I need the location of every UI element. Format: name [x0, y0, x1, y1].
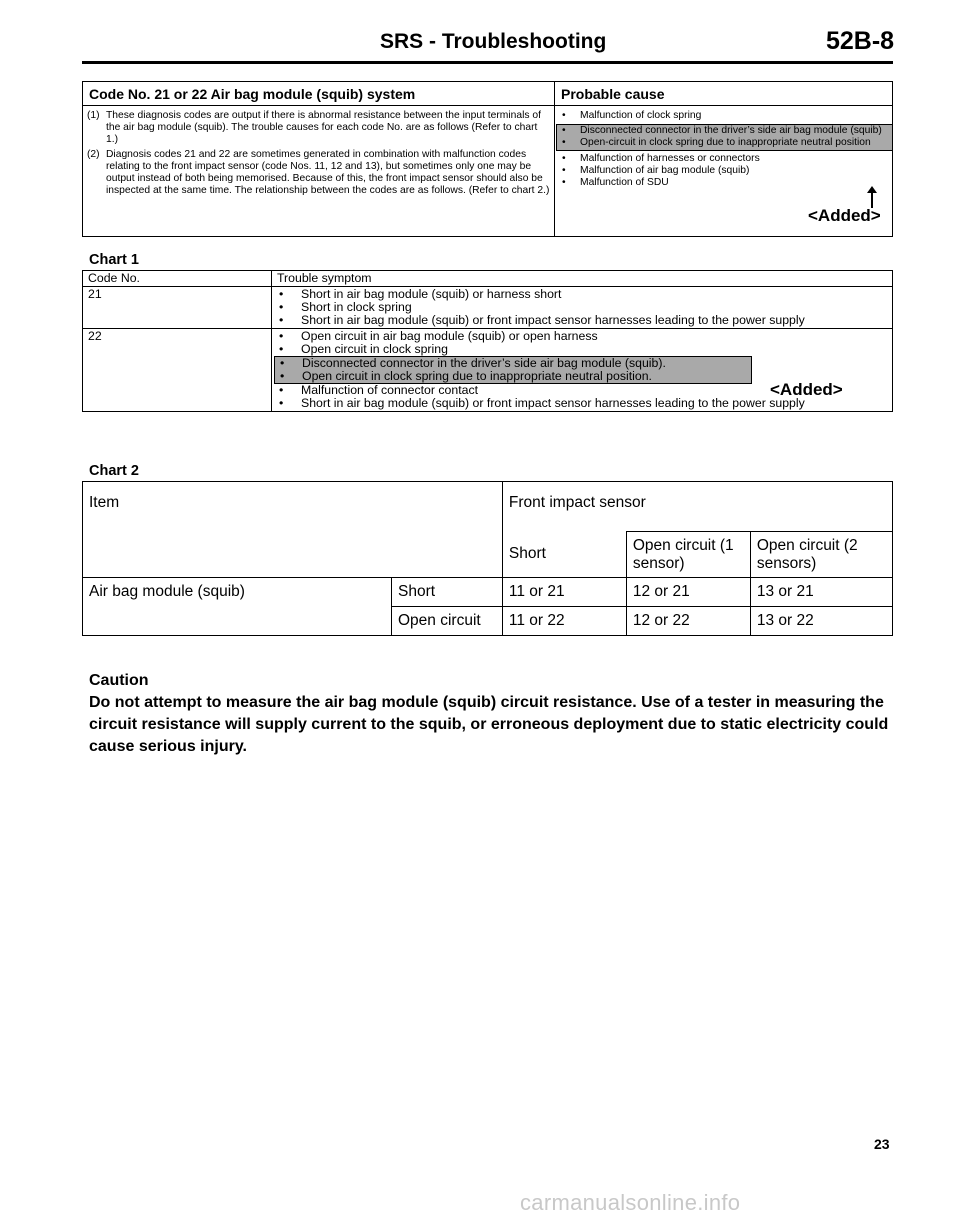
highlight-block [274, 356, 752, 384]
chart2-row-label: Air bag module (squib) [83, 578, 392, 636]
chart2-group-header: Front impact sensor [502, 482, 892, 532]
chart2-cell: 11 or 22 [502, 607, 626, 636]
section-code: 52B-8 [826, 27, 895, 55]
list-item: • Short in clock spring [279, 300, 412, 314]
header-rule [82, 61, 893, 64]
added-label: <Added> [770, 380, 843, 399]
cause-item: • Malfunction of SDU [562, 177, 669, 189]
chart2-subheader: Short [502, 532, 626, 578]
cause-item: • Malfunction of clock spring [562, 110, 702, 121]
code-table [82, 81, 893, 237]
page-title: SRS - Troubleshooting [380, 30, 607, 53]
list-item: • Short in air bag module (squib) or front impact sensor harnesses leading to the power supply [279, 313, 805, 327]
chart1-header-code: Code No. [83, 271, 272, 287]
chart1-symptoms [272, 287, 893, 329]
chart1-title: Chart 1 [89, 252, 139, 268]
chart1-header-symptom: Trouble symptom [272, 271, 893, 287]
description-item: (1) These diagnosis codes are output if there is abnormal resistance between the input terminals of the air bag module (squib). The trouble causes for each code No. are as follows (Refer to chart 1.) [87, 110, 542, 146]
cause-item: • Disconnected connector in the driver’s side air bag module (squib) [562, 125, 882, 137]
chart1-code: 22 [83, 329, 272, 412]
list-item: • Short in air bag module (squib) or harness short [279, 287, 562, 301]
list-item: • Disconnected connector in the driver’s side air bag module (squib). [280, 356, 666, 370]
chart2-condition: Short [392, 578, 503, 607]
chart2-cell: 12 or 21 [626, 578, 750, 607]
chart2-cell: 12 or 22 [626, 607, 750, 636]
chart2-cell: 13 or 22 [750, 607, 892, 636]
description-cell [83, 106, 555, 237]
watermark: carmanualsonline.info [520, 1190, 741, 1215]
chart2-table [82, 481, 893, 636]
list-item: • Open circuit in clock spring [279, 342, 448, 356]
page-number: 23 [874, 1136, 890, 1152]
cause-item: • Malfunction of harnesses or connectors [562, 152, 760, 164]
caution-block [89, 670, 889, 758]
chart2-condition: Open circuit [392, 607, 503, 636]
chart1-code: 21 [83, 287, 272, 329]
highlight-block [556, 124, 893, 150]
cause-header: Probable cause [555, 82, 893, 106]
cause-item: • Open-circuit in clock spring due to inappropriate neutral position [562, 137, 871, 149]
caution-title: Caution [89, 672, 149, 689]
added-label: <Added> [808, 206, 881, 225]
caution-text: Do not attempt to measure the air bag module (squib) circuit resistance. Use of a tester in measuring the circuit resistance will supply current to the squib, or erroneous deployment due to static electricity could cause serious injury. [89, 694, 889, 755]
list-item: • Open circuit in clock spring due to inappropriate neutral position. [280, 369, 652, 383]
chart2-cell: 13 or 21 [750, 578, 892, 607]
code-header: Code No. 21 or 22 Air bag module (squib) system [83, 82, 555, 106]
chart2-cell: 11 or 21 [502, 578, 626, 607]
description-item: (2) Diagnosis codes 21 and 22 are sometimes generated in combination with malfunction codes relating to the front impact sensor (code Nos. 11, 12 and 13), but sometimes only one may be output instead of both being memorised. Because of this, the front impact sensor should also be inspected at the same time. The relationship between the codes are as follows. (Refer to chart 2.) [87, 148, 550, 197]
chart2-subheader: Open circuit (2 sensors) [750, 532, 892, 578]
list-item: • Open circuit in air bag module (squib) or open harness [279, 329, 598, 343]
list-item: • Short in air bag module (squib) or front impact sensor harnesses leading to the power supply [279, 396, 805, 410]
chart2-title: Chart 2 [89, 463, 139, 479]
arrow-up-icon [866, 186, 878, 208]
list-item: • Malfunction of connector contact [279, 383, 479, 397]
chart2-item-header: Item [83, 482, 503, 578]
cause-item: • Malfunction of air bag module (squib) [562, 164, 750, 176]
chart2-subheader: Open circuit (1 sensor) [626, 532, 750, 578]
